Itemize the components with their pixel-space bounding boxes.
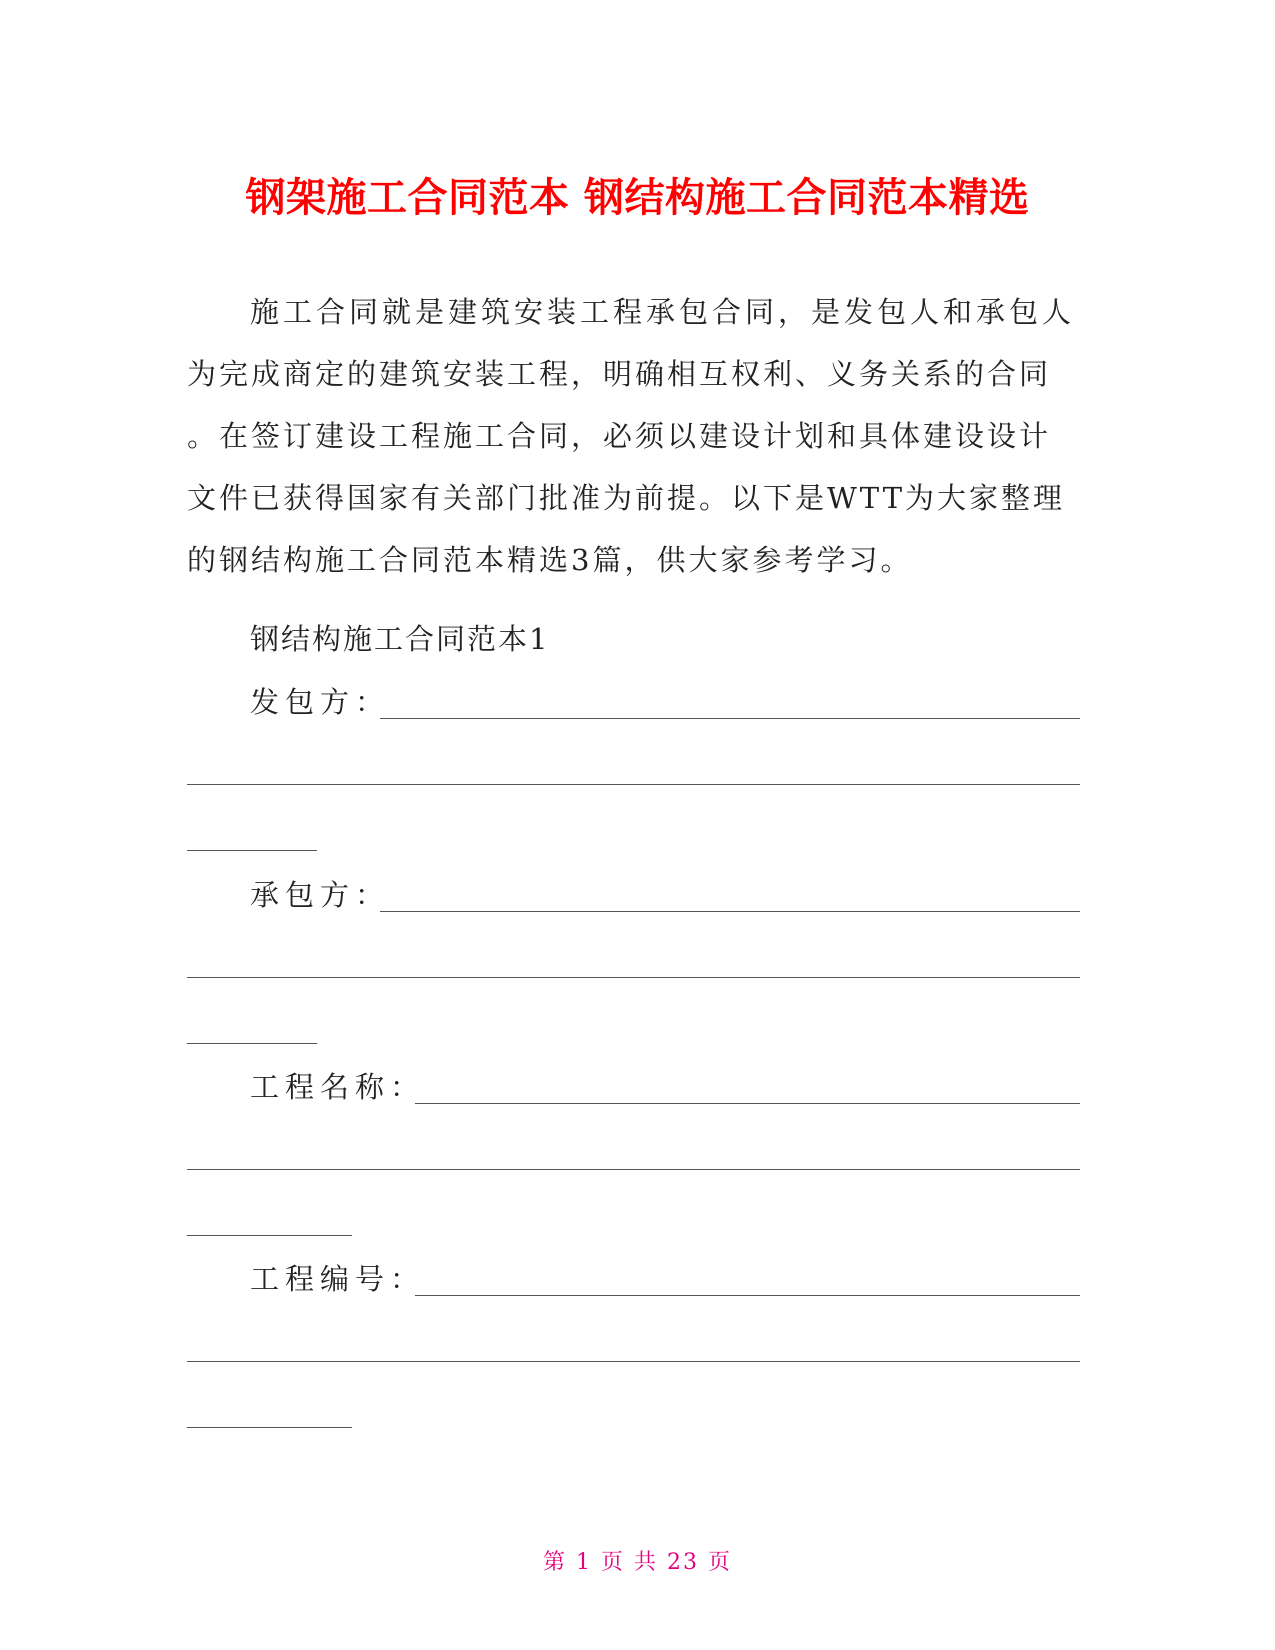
intro-line: 。在签订建设工程施工合同，必须以建设计划和具体建设设计 (187, 419, 1052, 453)
employer-blank-line (380, 718, 1080, 719)
document-title: 钢架施工合同范本 钢结构施工合同范本精选 (245, 175, 1030, 221)
project-name-label: 工程名称： (250, 1070, 426, 1104)
contractor-blank-line (380, 911, 1080, 912)
project-name-blank-line (187, 1169, 1080, 1170)
project-number-label: 工程编号： (250, 1262, 426, 1296)
project-name-blank-line (187, 1235, 352, 1236)
project-number-blank-line (187, 1361, 1080, 1362)
contractor-blank-line (187, 1043, 317, 1044)
intro-line: 为完成商定的建筑安装工程，明确相互权利、义务关系的合同 (187, 357, 1052, 391)
project-number-blank-line (415, 1295, 1080, 1296)
employer-blank-line (187, 850, 317, 851)
section-heading: 钢结构施工合同范本1 (250, 622, 550, 656)
page-number: 第 1 页 共 23 页 (543, 1550, 732, 1575)
contractor-label: 承包方： (250, 878, 391, 912)
intro-line: 文件已获得国家有关部门批准为前提。以下是WTT为大家整理 (187, 481, 1066, 515)
intro-line: 施工合同就是建筑安装工程承包合同，是发包人和承包人 (250, 295, 1076, 329)
project-name-blank-line (415, 1103, 1080, 1104)
employer-blank-line (187, 784, 1080, 785)
project-number-blank-line (187, 1427, 352, 1428)
contractor-blank-line (187, 977, 1080, 978)
intro-line: 的钢结构施工合同范本精选3篇，供大家参考学习。 (187, 543, 913, 577)
employer-label: 发包方： (250, 685, 391, 719)
